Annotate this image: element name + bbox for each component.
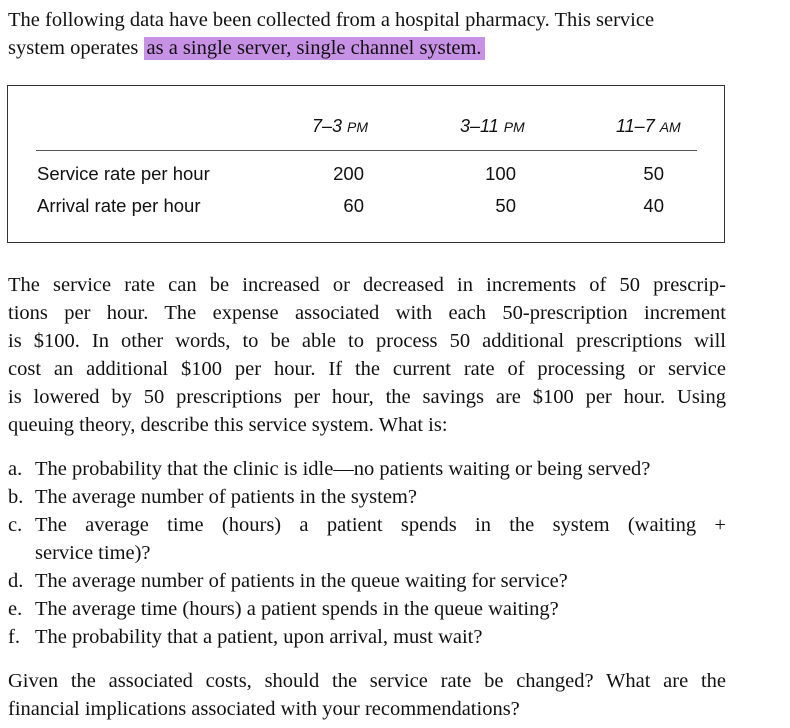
question-letter: e. — [8, 598, 23, 620]
header-rule — [36, 150, 697, 151]
cell-service-shift-1: 200 — [333, 163, 364, 184]
question-letter: b. — [8, 486, 24, 508]
cell-arrival-shift-2: 50 — [495, 195, 516, 216]
question-text: The probability that a patient, upon arrival, must wait? — [35, 626, 483, 648]
question-d — [8, 567, 568, 595]
question-text: The probability that the clinic is idle—no patients waiting or being served? — [35, 458, 651, 480]
intro-line-2 — [8, 34, 485, 62]
header-shift-3 — [616, 116, 681, 137]
intro-line-1: The following data have been collected from a hospital pharmacy. This service — [8, 9, 655, 31]
highlighted-text: as a single server, single channel system. — [144, 37, 485, 60]
header-period: AM — [659, 119, 681, 135]
cell-service-shift-3: 50 — [643, 163, 664, 184]
row-label-arrival-rate: Arrival rate per hour — [37, 195, 201, 216]
question-text: The average time (hours) a patient spends in the queue waiting? — [35, 598, 559, 620]
question-f — [8, 623, 482, 651]
question-letter: c. — [8, 514, 23, 536]
cell-arrival-shift-1: 60 — [343, 195, 364, 216]
question-a — [8, 455, 650, 483]
question-c — [8, 511, 726, 539]
question-e — [8, 595, 559, 623]
closing-line-1: Given the associated costs, should the service rate be changed? What are the — [8, 670, 726, 692]
cell-service-shift-2: 100 — [485, 163, 516, 184]
paragraph-line-3: is $100. In other words, to be able to process 50 additional prescriptions will — [8, 330, 726, 352]
question-text: The average time (hours) a patient spends in the system (waiting + — [35, 514, 726, 536]
question-letter: a. — [8, 458, 23, 480]
intro-line-2-text: system operates — [8, 37, 144, 59]
cell-arrival-shift-3: 40 — [643, 195, 664, 216]
closing-line-2: financial implications associated with your recommendations? — [8, 698, 520, 720]
paragraph-line-4: cost an additional $100 per hour. If the current rate of processing or service — [8, 358, 726, 380]
header-shift-1 — [312, 116, 368, 137]
question-b — [8, 483, 417, 511]
question-c-continuation: service time)? — [35, 542, 151, 564]
paragraph-line-5: is lowered by 50 prescriptions per hour, the savings are $100 per hour. Using — [8, 386, 726, 408]
question-letter: f. — [8, 626, 20, 648]
header-period: PM — [347, 119, 369, 135]
paragraph-line-1: The service rate can be increased or decreased in increments of 50 prescrip- — [8, 274, 726, 296]
question-text: The average number of patients in the queue waiting for service? — [35, 570, 568, 592]
paragraph-line-6: queuing theory, describe this service system. What is: — [8, 414, 448, 436]
question-letter: d. — [8, 570, 24, 592]
header-time: 3–11 — [460, 116, 504, 136]
row-label-service-rate: Service rate per hour — [37, 163, 210, 184]
rates-table — [7, 85, 725, 243]
header-time: 11–7 — [616, 116, 660, 136]
header-period: PM — [503, 119, 525, 135]
header-time: 7–3 — [312, 116, 348, 136]
header-shift-2 — [460, 116, 525, 137]
paragraph-line-2: tions per hour. The expense associated with each 50-prescription increment — [8, 302, 726, 324]
question-text: The average number of patients in the system? — [35, 486, 417, 508]
